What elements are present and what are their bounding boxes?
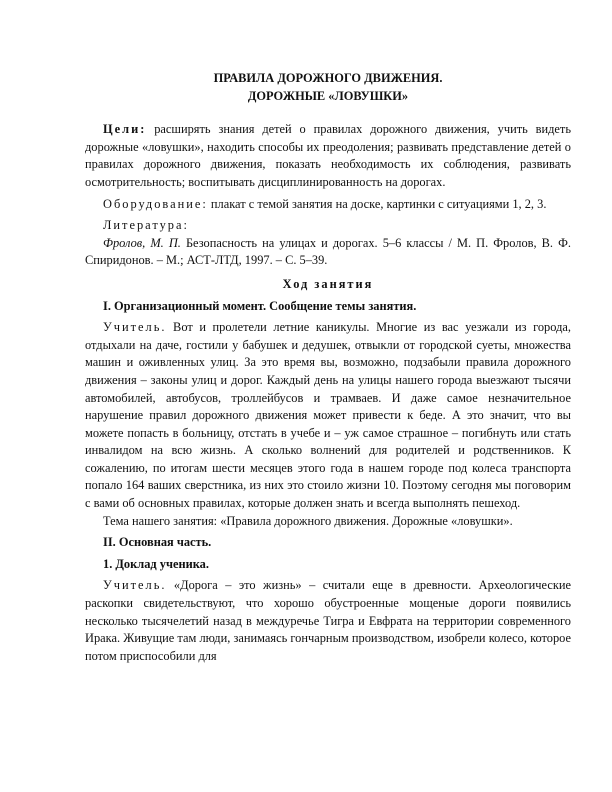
document-title <box>85 70 571 105</box>
literature-label: Литература: <box>103 218 189 233</box>
equipment-paragraph <box>85 196 571 214</box>
section2-subheading: 1. Доклад ученика. <box>103 556 209 571</box>
goals-paragraph <box>85 121 571 191</box>
literature-paragraph <box>85 235 571 270</box>
literature-label-line <box>85 217 571 235</box>
section2-heading: II. Основная часть. <box>103 535 212 550</box>
section1-heading: I. Организационный момент. Сообщение темы занятия. <box>103 298 417 313</box>
title-line-2: ДОРОЖНЫЕ «ЛОВУШКИ» <box>247 88 409 103</box>
section1-speaker: Учитель. <box>103 320 167 335</box>
literature-author: Фролов, М. П. <box>103 235 181 250</box>
equipment-text: плакат с темой занятия на доске, картинки с ситуациями 1, 2, 3. <box>207 196 547 211</box>
equipment-label: Оборудование: <box>103 196 208 211</box>
lesson-heading: Ход занятия <box>282 276 374 291</box>
section1-text: Вот и пролетели летние каникулы. Многие из вас уезжали из города, отдыхали на даче, гостили у бабушек и дедушек, отвыкли от городской суеты, множества машин и оживленных улиц. За это время вы, возможно, подзабыли правила дорожного движения – законы улиц и дорог. Каждый день на улицы нашего города выезжают тысячи автомобилей, автобусов, троллейбусов и трамваев. И даже самое незначительное нарушение правил дорожного движения может привести к беде. А это значит, что вы можете попасть в больницу, отстать в учебе и – уж самое страшное – погибнуть или стать инвалидом на всю жизнь. А сколько волнений для родителей и родственников. К сожалению, по итогам шести месяцев этого года в нашем городе под колеса транспорта попало 164 ваших сверстника, из них это стоило жизни 10. Поэтому сегодня мы поговорим с вами об основных правилах, которые должен знать и всегда выполнять пешеход. <box>85 320 571 511</box>
literature-text: Безопасность на улицах и дорогах. 5–6 классы / М. П. Фролов, В. Ф. Спиридонов. – М.; АСТ-ЛТД, 1997. – С. 5–39. <box>85 235 571 268</box>
section1-paragraph <box>85 319 571 513</box>
section2-speaker: Учитель. <box>103 578 167 593</box>
section2-paragraph <box>85 577 571 665</box>
document-page <box>85 70 571 665</box>
title-line-1: ПРАВИЛА ДОРОЖНОГО ДВИЖЕНИЯ. <box>213 71 443 85</box>
goals-text: расширять знания детей о правилах дорожного движения, учить видеть дорожные «ловушки», находить способы их преодоления; развивать представление детей о правилах дорожного движения, показать необходимость их соблюдения, развивать осмотрительность; воспитывать дисциплинированность на дорогах. <box>85 122 571 189</box>
section1-topic: Тема нашего занятия: «Правила дорожного движения. Дорожные «ловушки». <box>103 513 513 528</box>
goals-label: Цели: <box>103 122 147 137</box>
section2-text: «Дорога – это жизнь» – считали еще в древности. Археологические раскопки свидетельствуют, что хорошо обустроенные мощеные дороги появились несколько тысячелетий назад в междуречье Тигра и Евфрата на территории современного Ирака. Живущие там люди, занимаясь гончарным производством, изобрели колесо, которое потом приспособили для <box>85 578 571 663</box>
